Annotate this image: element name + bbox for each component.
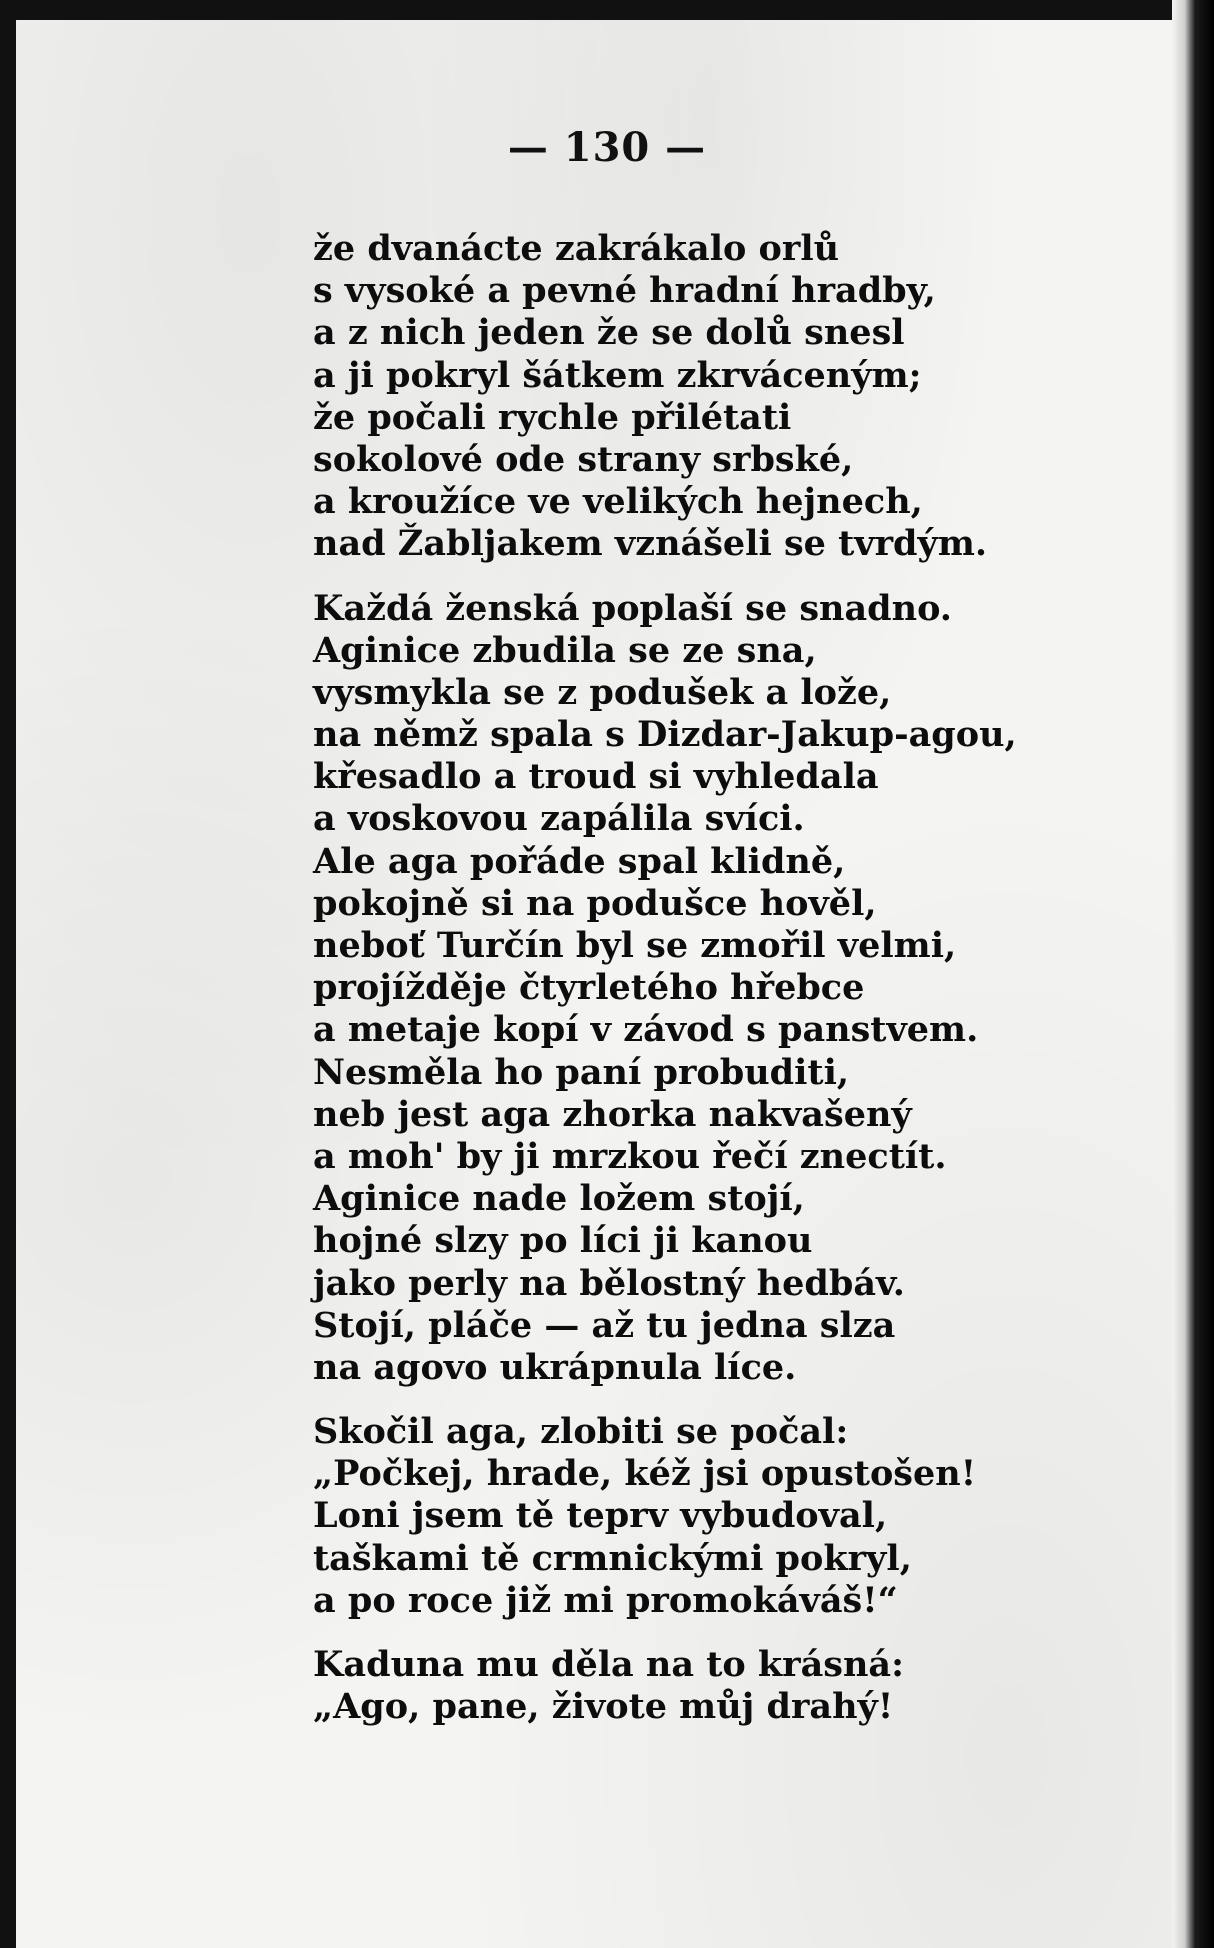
verse-line: Skočil aga, zlobiti se počal: bbox=[313, 1411, 849, 1453]
verse-line: taškami tě crmnickými pokryl, bbox=[313, 1537, 912, 1579]
verse-line: jako perly na bělostný hedbáv. bbox=[313, 1262, 905, 1304]
verse-line: Aginice nade ložem stojí, bbox=[313, 1178, 805, 1220]
verse-line: a voskovou zapálila svíci. bbox=[313, 798, 805, 840]
stanza bbox=[313, 1411, 1033, 1622]
verse-line: Každá ženská poplaší se snadno. bbox=[313, 587, 952, 629]
verse-line: nad Žabljakem vznášeli se tvrdým. bbox=[313, 523, 988, 565]
verse-line: křesadlo a troud si vyhledala bbox=[313, 756, 879, 798]
book-binding-edge bbox=[1172, 0, 1214, 1948]
verse-line: a metaje kopí v závod s panstvem. bbox=[313, 1009, 979, 1051]
verse-line: a z nich jeden že se dolů snesl bbox=[313, 312, 905, 354]
verse-line: že počali rychle přilétati bbox=[313, 396, 792, 438]
verse-line: „Počkej, hrade, kéž jsi opustošen! bbox=[313, 1453, 977, 1495]
verse-line: neb jest aga zhorka nakvašený bbox=[313, 1093, 912, 1135]
verse-line: pokojně si na podušce hověl, bbox=[313, 882, 877, 924]
verse-line: hojné slzy po líci ji kanou bbox=[313, 1220, 813, 1262]
verse-line: na agovo ukrápnula líce. bbox=[313, 1346, 797, 1388]
verse-line: Ale aga pořáde spal klidně, bbox=[313, 840, 846, 882]
verse-line: Loni jsem tě teprv vybudoval, bbox=[313, 1495, 888, 1537]
verse-line: s vysoké a pevné hradní hradby, bbox=[313, 270, 936, 312]
page-number: — 130 — bbox=[507, 124, 707, 171]
stanza bbox=[313, 1644, 1033, 1728]
verse-line: projížděje čtyrletého hřebce bbox=[313, 967, 865, 1009]
verse-line: a po roce již mi promokáváš!“ bbox=[313, 1579, 898, 1621]
stanza bbox=[313, 588, 1033, 1390]
verse-line: Nesměla ho paní probuditi, bbox=[313, 1051, 850, 1093]
stanza bbox=[313, 228, 1033, 566]
verse-line: a ji pokryl šátkem zkrváceným; bbox=[313, 354, 922, 396]
verse-line: Kaduna mu děla na to krásná: bbox=[313, 1644, 905, 1685]
verse-line: vysmykla se z podušek a lože, bbox=[313, 671, 892, 713]
verse-line: že dvanácte zakrákalo orlů bbox=[313, 228, 840, 269]
verse-line: neboť Turčín byl se zmořil velmi, bbox=[313, 925, 957, 966]
verse-line: Aginice zbudila se ze sna, bbox=[313, 629, 817, 671]
verse-line: sokolové ode strany srbské, bbox=[313, 438, 854, 480]
poem-text bbox=[313, 228, 1033, 1728]
verse-line: a kroužíce ve velikých hejnech, bbox=[313, 481, 923, 523]
verse-line: „Ago, pane, živote můj drahý! bbox=[313, 1686, 894, 1728]
verse-line: a moh' by ji mrzkou řečí znectít. bbox=[313, 1135, 947, 1177]
verse-line: Stojí, pláče — až tu jedna slza bbox=[313, 1304, 896, 1346]
verse-line: na němž spala s Dizdar-Jakup-agou, bbox=[313, 714, 1017, 756]
